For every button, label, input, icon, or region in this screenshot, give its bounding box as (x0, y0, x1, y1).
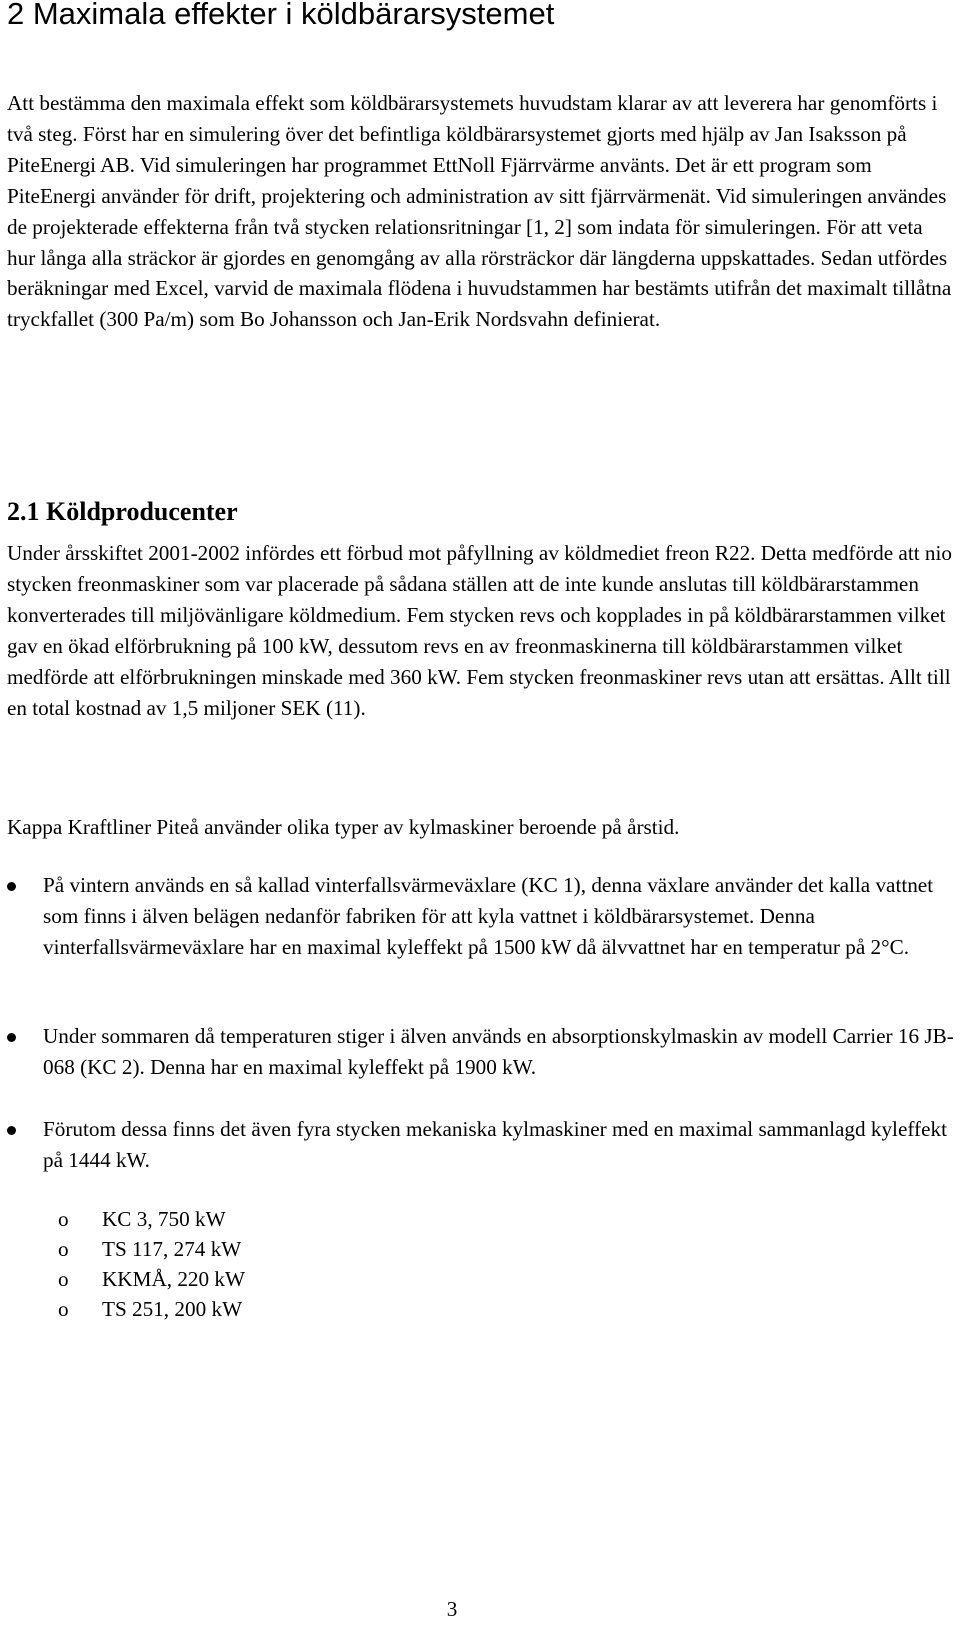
sub-list-marker: o (58, 1267, 69, 1291)
bullet-text: På vintern används en så kallad vinterfallsvärmeväxlare (KC 1), denna växlare använder det kalla vattnet som finns i älven belägen nedanför fabriken för att kyla vattnet i köldbärarsystemet. Denna vinterfallsvärmeväxlare har en maximal kyleffekt på 1500 kW då älvvattnet har en temperatur på 2°C. (43, 873, 934, 959)
sub-list-marker: o (58, 1237, 69, 1261)
section-paragraph: Under årsskiftet 2001-2002 infördes ett förbud mot påfyllning av köldmediet freon R22. Detta medförde att nio stycken freonmaskiner som var placerade på sådana ställen att de inte kunde anslutas till köldbärarstammen konverterades till miljövänligare köldmedium. Fem stycken revs och kopplades in på köldbärarstammen vilket gav en ökad elförbrukning på 100 kW, dessutom revs en av freonmaskinerna till köldbärarstammen vilket medförde att elförbrukningen minskade med 360 kW. Fem stycken freonmaskiner revs utan att ersättas. Allt till en total kostnad av 1,5 miljoner SEK (11). (7, 541, 952, 720)
section-heading: 2.1 Köldproducenter (7, 497, 238, 526)
bullet-text: Förutom dessa finns det även fyra stycken mekaniska kylmaskiner med en maximal sammanlagd kyleffekt på 1444 kW. (43, 1117, 947, 1172)
sub-list-text: KKMÅ, 220 kW (102, 1267, 246, 1291)
intro-paragraph: Att bestämma den maximala effekt som köldbärarsystemets huvudstam klarar av att leverera har genomförts i två steg. Först har en simulering över det befintliga köldbärarsystemet gjorts med hjälp av Jan Isaksson på PiteEnergi AB. Vid simuleringen har programmet EttNoll Fjärrvärme använts. Det är ett program som PiteEnergi använder för drift, projektering och administration av sitt fjärrvärmenät. Vid simuleringen användes de projekterade effekterna från två stycken relationsritningar [1, 2] som indata för simuleringen. För att veta hur långa alla sträckor är gjordes en genomgång av alla rörsträckor där längderna uppskattades. Sedan utfördes beräkningar med Excel, varvid de maximala flödena i huvudstammen har bestämts utifrån det maximalt tillåtna tryckfallet (300 Pa/m) som Bo Johansson och Jan-Erik Nordsvahn definierat. (7, 91, 952, 332)
sub-list-marker: o (58, 1297, 69, 1321)
bullet-dot-icon (7, 1126, 16, 1135)
sub-list-text: TS 117, 274 kW (102, 1237, 242, 1261)
sub-list-text: KC 3, 750 kW (102, 1207, 226, 1231)
page-number: 3 (446, 1597, 458, 1621)
lead-paragraph: Kappa Kraftliner Piteå använder olika typer av kylmaskiner beroende på årstid. (7, 815, 680, 839)
bullet-text: Under sommaren då temperaturen stiger i älven används en absorptionskylmaskin av modell Carrier 16 JB-068 (KC 2). Denna har en maximal kyleffekt på 1900 kW. (43, 1024, 954, 1079)
bullet-dot-icon (7, 882, 16, 891)
sub-list-text: TS 251, 200 kW (102, 1297, 243, 1321)
sub-list-marker: o (58, 1207, 69, 1231)
page-heading: 2 Maximala effekter i köldbärarsystemet (7, 0, 555, 31)
bullet-dot-icon (7, 1033, 16, 1042)
